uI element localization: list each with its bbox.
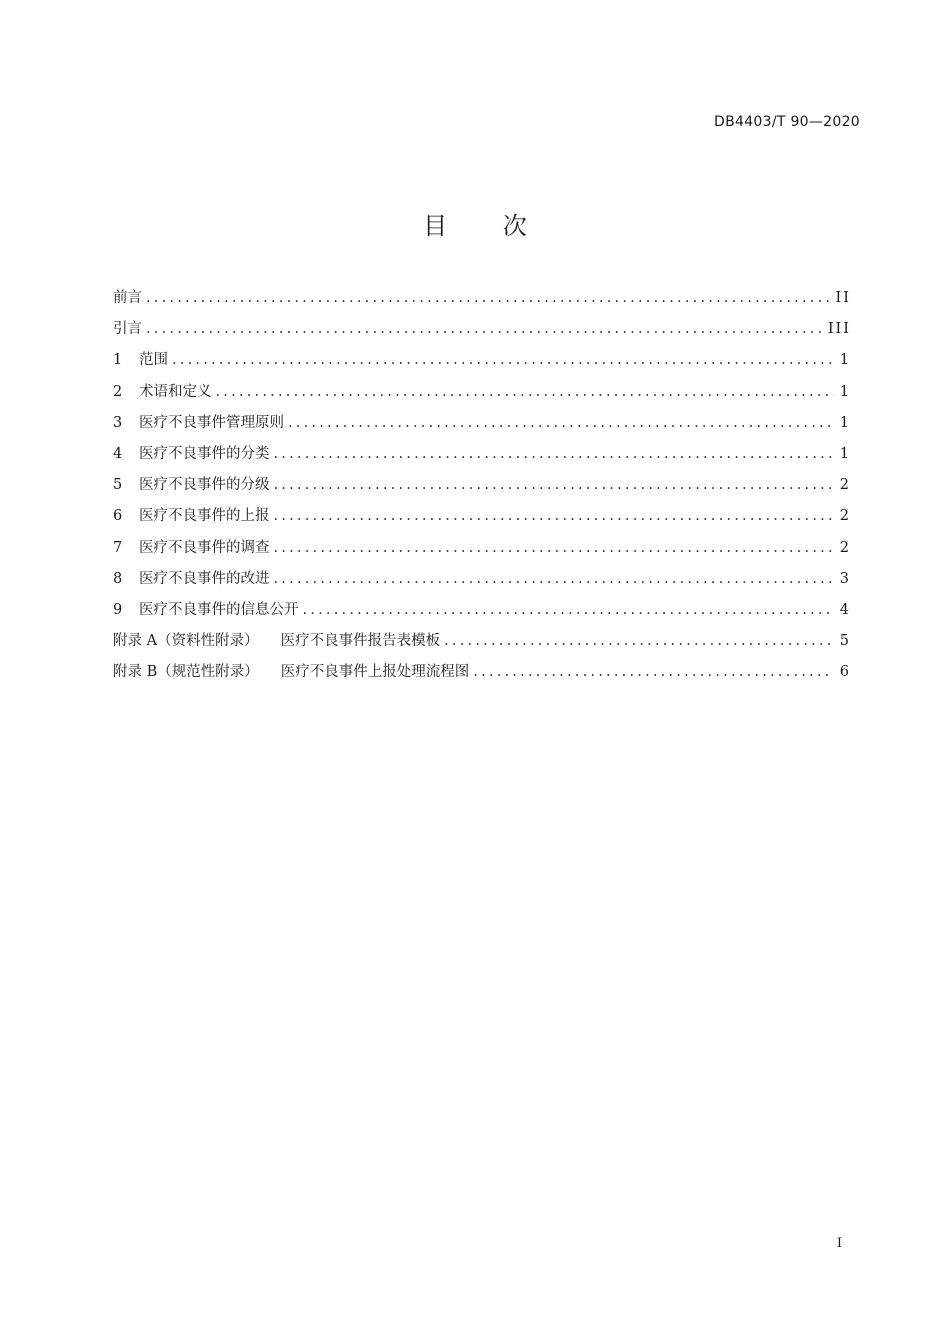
toc-item-page: 4 [839,601,851,618]
toc-item-label [113,629,440,650]
toc-item-page: 1 [839,383,851,400]
toc-leader-dots [303,602,834,618]
toc-item-scope[interactable] [113,348,851,379]
toc-leader-dots [146,290,830,306]
toc-item-number: 6 [113,508,123,525]
toc-item-page: II [835,290,851,306]
toc-item-introduction[interactable] [113,317,851,348]
toc-item-classification[interactable] [113,442,851,473]
toc-leader-dots [146,321,822,337]
toc-leader-dots [274,508,834,524]
toc-item-terms[interactable] [113,380,851,411]
appendix-title: 医疗不良事件上报处理流程图 [280,664,470,681]
toc-leader-dots [274,540,834,556]
toc-item-disclosure[interactable] [113,598,851,629]
toc-item-label: 范围 [139,352,168,369]
toc-item-grading[interactable] [113,473,851,504]
toc-item-label [113,660,469,681]
toc-item-label: 医疗不良事件的调查 [139,539,270,556]
toc-item-number: 9 [113,601,123,618]
toc-item-page: 5 [839,633,851,650]
appendix-prefix: 附录 B（规范性附录） [113,664,259,681]
toc-leader-dots [216,384,834,400]
toc-item-number: 7 [113,539,123,556]
page-number: I [836,1236,842,1251]
toc-item-number: 5 [113,477,123,494]
toc-leader-dots [274,446,834,462]
toc-item-page: 2 [839,477,851,494]
toc-item-page: 6 [839,664,851,681]
toc-item-page: 1 [839,414,851,431]
toc-item-improvement[interactable] [113,567,851,598]
toc-item-label: 医疗不良事件的上报 [139,508,270,525]
standard-code: DB4403/T 90—2020 [714,114,860,130]
appendix-prefix: 附录 A（资料性附录） [113,633,259,650]
toc-item-page: 2 [839,508,851,525]
toc-leader-dots [288,415,834,431]
table-of-contents [113,286,851,691]
toc-item-investigation[interactable] [113,536,851,567]
toc-item-label: 术语和定义 [139,383,212,400]
toc-item-reporting[interactable] [113,504,851,535]
toc-item-page: III [827,321,851,338]
toc-item-number: 4 [113,445,123,462]
toc-item-number: 2 [113,383,123,400]
toc-item-label: 医疗不良事件的改进 [139,570,270,587]
toc-item-number: 3 [113,414,123,431]
toc-item-label: 引言 [113,321,142,338]
toc-item-appendix-b[interactable] [113,660,851,691]
toc-leader-dots [444,633,834,649]
toc-item-number: 1 [113,352,123,369]
toc-item-page: 2 [839,539,851,556]
page-title: 目 次 [423,212,551,240]
toc-item-label: 医疗不良事件的分级 [139,477,270,494]
toc-leader-dots [274,477,834,493]
appendix-title: 医疗不良事件报告表模板 [280,633,441,650]
toc-leader-dots [274,571,834,587]
toc-item-page: 3 [839,570,851,587]
toc-item-page: 1 [839,445,851,462]
toc-item-label: 前言 [113,290,142,306]
toc-item-label: 医疗不良事件的分类 [139,445,270,462]
toc-item-page: 1 [839,352,851,369]
toc-item-label: 医疗不良事件管理原则 [139,414,284,431]
toc-item-foreword[interactable] [113,286,851,317]
toc-item-number: 8 [113,570,123,587]
toc-item-label: 医疗不良事件的信息公开 [139,601,299,618]
toc-item-appendix-a[interactable] [113,629,851,660]
toc-leader-dots [172,352,834,368]
toc-item-principles[interactable] [113,411,851,442]
toc-leader-dots [473,664,834,680]
